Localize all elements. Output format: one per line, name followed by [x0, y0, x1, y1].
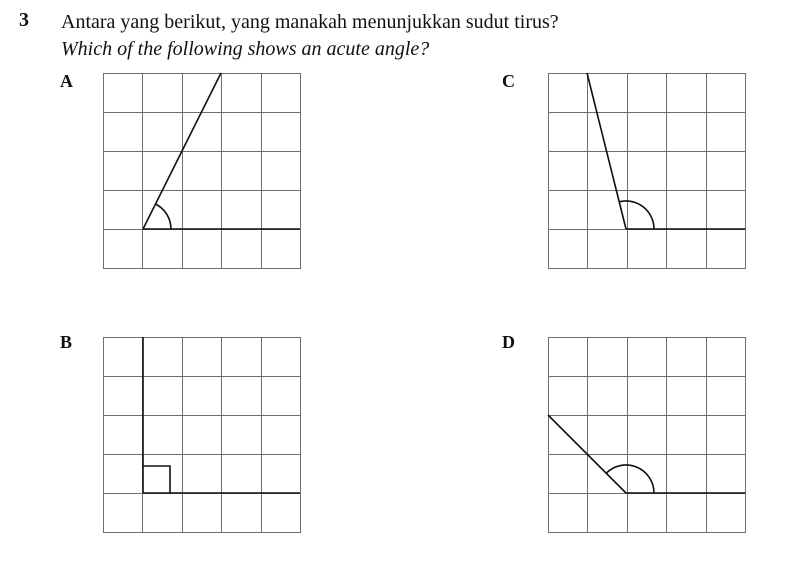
- grid-lines: [103, 337, 301, 533]
- question-text-malay: Antara yang berikut, yang manakah menunjukkan sudut tirus?: [61, 11, 559, 33]
- option-d-label[interactable]: D: [502, 332, 515, 352]
- option-b-label[interactable]: B: [60, 332, 73, 352]
- question-number: 3: [19, 9, 29, 31]
- grid-lines: [548, 337, 746, 533]
- option-d-grid[interactable]: [548, 337, 746, 533]
- question-text: [61, 9, 559, 63]
- grid-lines: [103, 73, 301, 269]
- grid-lines: [548, 73, 746, 269]
- option-a-grid[interactable]: [103, 73, 301, 269]
- option-c-label[interactable]: C: [502, 71, 515, 91]
- option-a-label[interactable]: A: [60, 71, 73, 91]
- question-text-english: Which of the following shows an acute angle?: [61, 38, 430, 60]
- option-b-grid[interactable]: [103, 337, 301, 533]
- option-c-grid[interactable]: [548, 73, 746, 269]
